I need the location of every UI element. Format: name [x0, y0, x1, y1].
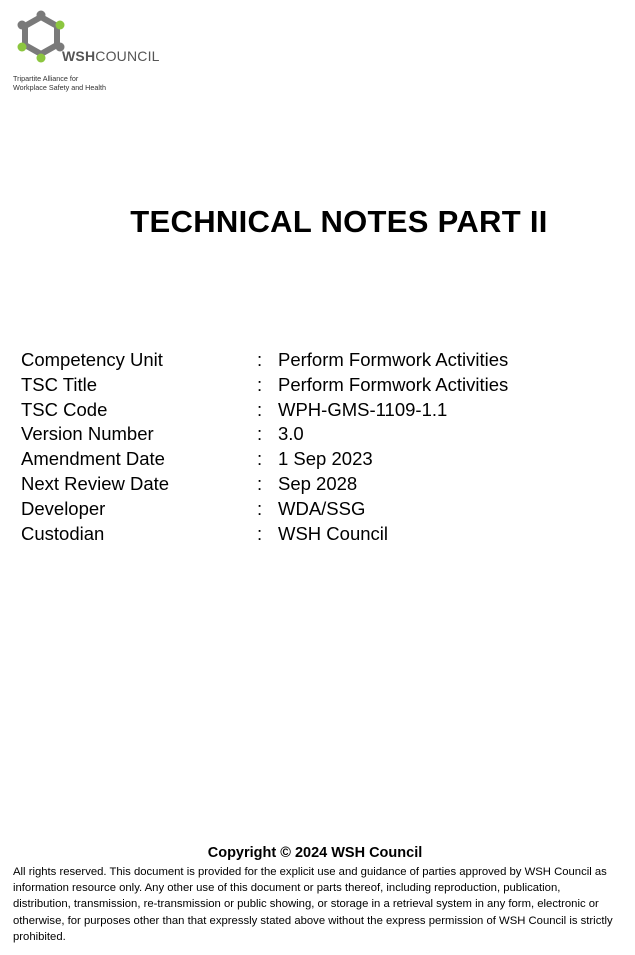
- metadata-separator: :: [257, 448, 263, 470]
- rights-notice: All rights reserved. This document is provided for the explicit use and guidance of parties approved by WSH Council as information resource only. Any other use of this document or parts thereof, including reproduction, publication, distribution, transmission, re-transmission or public showing, or storage in a retrieval system in any form, electronic or otherwise, for purposes other than that expressly stated above without the express permission of WSH Council is strictly prohibited.: [13, 866, 613, 943]
- logo-word-light: COUNCIL: [95, 48, 160, 64]
- metadata-label: Custodian: [21, 522, 105, 544]
- wsh-council-logo: [12, 8, 182, 96]
- metadata-value: Sep 2028: [278, 472, 358, 494]
- metadata-value: Perform Formwork Activities: [278, 373, 509, 395]
- metadata-row: [21, 348, 621, 373]
- metadata-label: Amendment Date: [21, 448, 165, 470]
- metadata-separator: :: [257, 472, 263, 494]
- metadata-value: 1 Sep 2023: [278, 448, 373, 470]
- logo-tagline-line-1: Tripartite Alliance for: [13, 74, 79, 83]
- logo-tagline-line-2: Workplace Safety and Health: [13, 83, 106, 92]
- copyright-heading: Copyright © 2024 WSH Council: [207, 845, 423, 861]
- metadata-value: WSH Council: [278, 522, 388, 544]
- metadata-value: WDA/SSG: [278, 497, 366, 519]
- metadata-row: [21, 422, 621, 447]
- metadata-separator: :: [257, 522, 263, 544]
- metadata-separator: :: [257, 497, 263, 519]
- metadata-value: Perform Formwork Activities: [278, 349, 509, 370]
- logo-tagline: [13, 74, 106, 92]
- metadata-row: [21, 522, 621, 547]
- logo-wordmark: [62, 48, 160, 64]
- metadata-separator: :: [257, 349, 263, 370]
- metadata-separator: :: [257, 373, 263, 395]
- metadata-separator: :: [257, 423, 263, 445]
- metadata-label: TSC Code: [21, 398, 108, 420]
- metadata-value: WPH-GMS-1109-1.1: [278, 398, 448, 420]
- metadata-row: [21, 373, 621, 398]
- metadata-separator: :: [257, 398, 263, 420]
- metadata-label: Competency Unit: [21, 349, 163, 370]
- metadata-table: [21, 348, 621, 546]
- metadata-row: [21, 472, 621, 497]
- logo-word-bold: WSH: [62, 48, 96, 64]
- metadata-label: TSC Title: [21, 373, 98, 395]
- document-title: TECHNICAL NOTES PART II: [130, 204, 548, 239]
- metadata-label: Developer: [21, 497, 106, 519]
- metadata-label: Version Number: [21, 423, 154, 445]
- metadata-label: Next Review Date: [21, 472, 170, 494]
- metadata-value: 3.0: [278, 423, 304, 445]
- metadata-row: [21, 497, 621, 522]
- metadata-row: [21, 447, 621, 472]
- metadata-row: [21, 398, 621, 423]
